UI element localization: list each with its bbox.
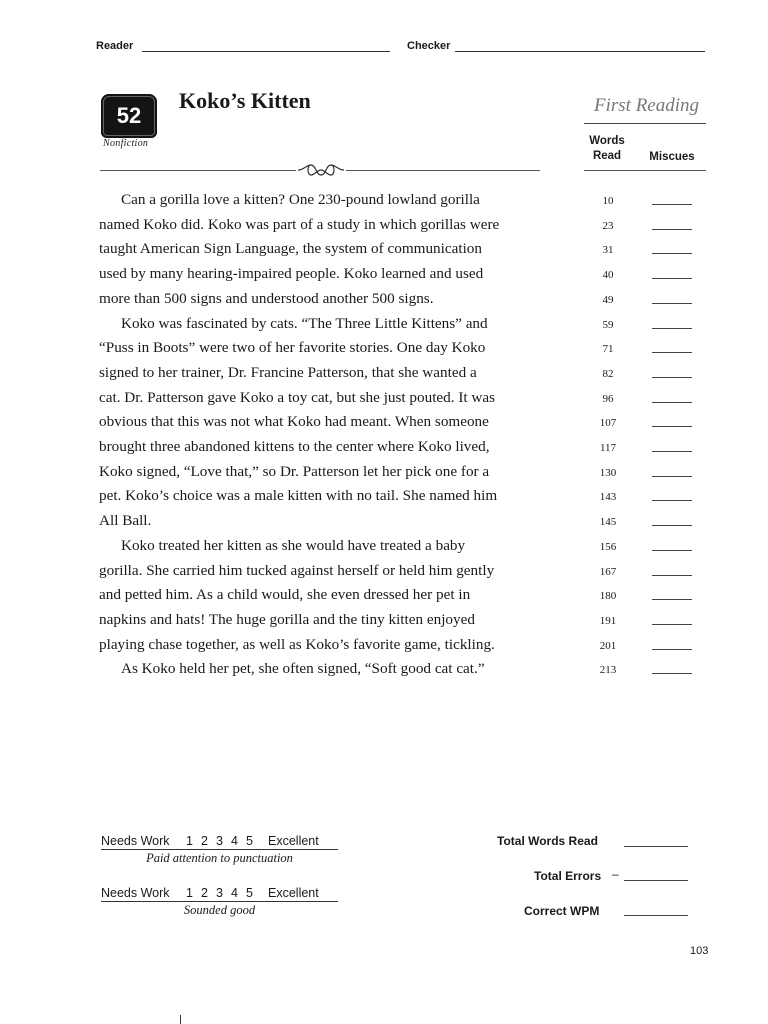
passage-line: pet. Koko’s choice was a male kitten with no tail. She named him: [99, 487, 498, 505]
checker-input-line[interactable]: [455, 51, 705, 52]
passage-line: cat. Dr. Patterson gave Koko a toy cat, but she just pouted. It was: [99, 388, 496, 406]
miscue-field[interactable]: [652, 500, 692, 501]
word-count: 156: [599, 540, 617, 553]
rating-caption: Paid attention to punctuation: [146, 851, 293, 865]
word-count: 96: [602, 392, 614, 405]
rating-scale-row: [101, 834, 338, 850]
passage-line: signed to her trainer, Dr. Francine Patterson, that she wanted a: [99, 363, 477, 381]
miscue-field[interactable]: [652, 278, 692, 279]
first-reading-heading: First Reading: [594, 95, 700, 116]
word-count: 23: [602, 219, 614, 232]
miscue-field[interactable]: [652, 451, 692, 452]
miscue-field[interactable]: [652, 229, 692, 230]
word-count: 167: [599, 565, 617, 578]
passage-line: named Koko did. Koko was part of a study in which gorillas were: [99, 215, 500, 233]
rating-sound: [101, 886, 338, 918]
word-count: 145: [599, 516, 617, 529]
column-divider: [584, 170, 706, 171]
reader-input-line[interactable]: [142, 51, 390, 52]
passage-line: obvious that this was not what Koko had meant. When someone: [99, 413, 489, 431]
page-number: 103: [690, 945, 709, 957]
passage-line: Can a gorilla love a kitten? One 230-pound lowland gorilla: [121, 191, 480, 208]
word-count: 107: [599, 417, 617, 430]
word-count: 191: [599, 614, 617, 627]
minus-sign: –: [612, 867, 619, 881]
rating-option-4[interactable]: 4: [231, 886, 238, 900]
excellent-label: Excellent: [268, 834, 319, 848]
rating-option-3[interactable]: 3: [216, 886, 223, 900]
story-number-badge: [101, 94, 157, 138]
rating-option-4[interactable]: 4: [231, 834, 238, 848]
miscue-field[interactable]: [652, 525, 692, 526]
miscue-field[interactable]: [652, 328, 692, 329]
total-errors-label: Total Errors: [534, 869, 602, 883]
passage-line: All Ball.: [99, 512, 152, 530]
miscue-field[interactable]: [652, 253, 692, 254]
word-count: 10: [602, 195, 614, 207]
total-words-read-label: Total Words Read: [497, 834, 598, 848]
rating-scale-row: [101, 886, 338, 902]
word-count: 59: [602, 318, 614, 331]
rating-option-1[interactable]: 1: [186, 834, 193, 848]
total-errors-field[interactable]: [624, 880, 688, 881]
word-count: 143: [599, 491, 617, 504]
miscue-field[interactable]: [652, 402, 692, 403]
miscue-field[interactable]: [652, 476, 692, 477]
miscues-header: Miscues: [649, 151, 695, 163]
miscue-field[interactable]: [652, 352, 692, 353]
excellent-label: Excellent: [268, 886, 319, 900]
word-count: 130: [599, 466, 617, 479]
correct-wpm-label: Correct WPM: [524, 904, 600, 918]
rating-option-2[interactable]: 2: [201, 886, 208, 900]
total-words-read-field[interactable]: [624, 846, 688, 847]
needs-work-label: Needs Work: [101, 834, 170, 848]
word-count: 213: [599, 664, 617, 677]
word-count: 40: [602, 269, 614, 282]
rating-option-5[interactable]: 5: [246, 886, 253, 900]
passage-line: and petted him. As a child would, she even dressed her pet in: [99, 586, 471, 604]
word-count: 71: [602, 343, 614, 356]
miscue-field[interactable]: [652, 649, 692, 650]
passage-line: gorilla. She carried him tucked against herself or held him gently: [99, 561, 495, 579]
rating-option-5[interactable]: 5: [246, 834, 253, 848]
correct-wpm-field[interactable]: [624, 915, 688, 916]
passage-line: used by many hearing-impaired people. Koko learned and used: [99, 265, 484, 283]
needs-work-label: Needs Work: [101, 886, 170, 900]
passage-line: napkins and hats! The huge gorilla and the tiny kitten enjoyed: [99, 610, 475, 628]
word-count: 49: [602, 293, 614, 306]
word-count: 31: [602, 244, 614, 257]
rating-caption: Sounded good: [183, 903, 256, 917]
genre-label: Nonfiction: [103, 138, 149, 149]
passage-line: more than 500 signs and understood another 500 signs.: [99, 289, 434, 307]
story-number: 52: [116, 103, 142, 128]
passage-line: playing chase together, as well as Koko’s favorite game, tickling.: [99, 635, 495, 653]
passage-line: taught American Sign Language, the system of communication: [99, 240, 482, 258]
page-edge-mark: [180, 1015, 181, 1024]
rating-punctuation: [101, 834, 338, 866]
miscue-field[interactable]: [652, 575, 692, 576]
miscue-field[interactable]: [652, 550, 692, 551]
rating-option-1[interactable]: 1: [186, 886, 193, 900]
rating-option-2[interactable]: 2: [201, 834, 208, 848]
word-count: 180: [599, 590, 617, 603]
passage-line: Koko signed, “Love that,” so Dr. Patterson let her pick one for a: [99, 462, 490, 480]
story-title: Koko’s Kitten: [179, 88, 311, 113]
miscue-field[interactable]: [652, 599, 692, 600]
passage-line: Koko was fascinated by cats. “The Three Little Kittens” and: [121, 314, 488, 332]
miscue-field[interactable]: [652, 303, 692, 304]
word-count: 201: [599, 639, 617, 652]
passage-line: As Koko held her pet, she often signed, “Soft good cat cat.”: [121, 660, 485, 678]
passage-line: “Puss in Boots” were two of her favorite stories. One day Koko: [99, 339, 486, 357]
miscue-field[interactable]: [652, 673, 692, 674]
scroll-ornament-icon: [296, 163, 346, 177]
passage-line: brought three abandoned kittens to the center where Koko lived,: [99, 438, 490, 455]
passage-line: Koko treated her kitten as she would have treated a baby: [121, 536, 466, 554]
miscue-field[interactable]: [652, 204, 692, 205]
reader-label: Reader: [96, 40, 134, 52]
miscue-field[interactable]: [652, 426, 692, 427]
word-count: 117: [599, 442, 617, 454]
rating-option-3[interactable]: 3: [216, 834, 223, 848]
first-reading-rule: [584, 123, 706, 124]
words-read-header: Words Read: [589, 135, 625, 162]
miscue-field[interactable]: [652, 624, 692, 625]
miscue-field[interactable]: [652, 377, 692, 378]
checker-label: Checker: [407, 40, 451, 52]
word-count: 82: [602, 367, 614, 380]
